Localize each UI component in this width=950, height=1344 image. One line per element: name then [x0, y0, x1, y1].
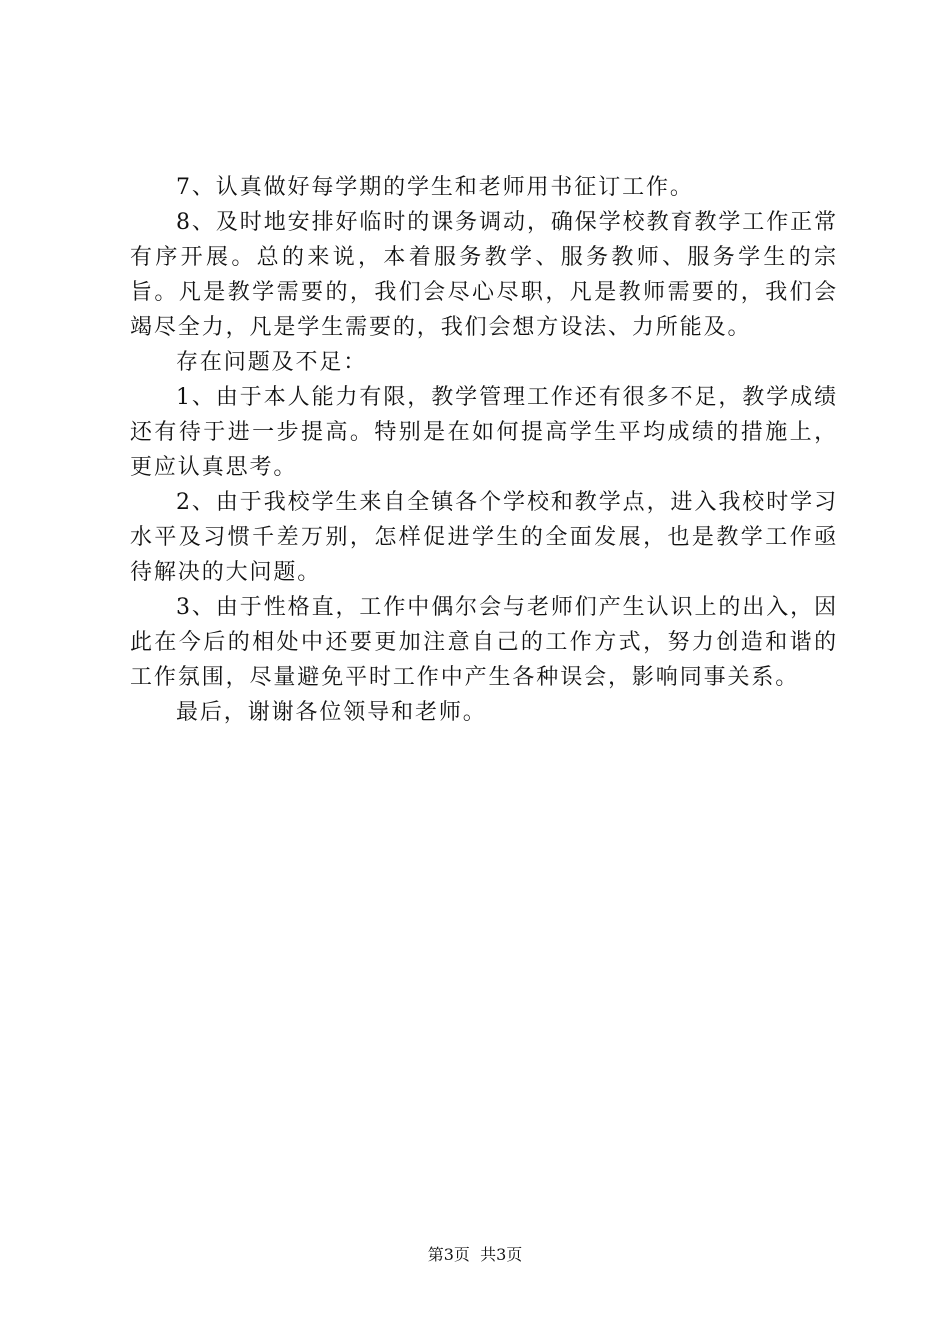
page-footer [0, 1245, 950, 1265]
paragraph-problem-2: 2、由于我校学生来自全镇各个学校和教学点，进入我校时学习水平及习惯千差万别，怎样促进学生的全面发展，也是教学工作亟待解决的大问题。 [130, 490, 838, 585]
document-body [130, 170, 838, 730]
paragraph-problem-1: 1、由于本人能力有限，教学管理工作还有很多不足，教学成绩还有待于进一步提高。特别是在如何提高学生平均成绩的措施上，更应认真思考。 [130, 385, 838, 480]
page-total: 共3页 [480, 1245, 523, 1264]
paragraph-item-8: 8、及时地安排好临时的课务调动，确保学校教育教学工作正常有序开展。总的来说，本着服务教学、服务教师、服务学生的宗旨。凡是教学需要的，我们会尽心尽职，凡是教师需要的，我们会竭尽全力，凡是学生需要的，我们会想方设法、力所能及。 [130, 210, 838, 340]
section-heading-problems: 存在问题及不足： [176, 350, 368, 375]
paragraph-item-7: 7、认真做好每学期的学生和老师用书征订工作。 [176, 175, 694, 200]
paragraph-closing: 最后，谢谢各位领导和老师。 [176, 700, 487, 725]
footer-spacer [470, 1245, 480, 1264]
page-number: 第3页 [427, 1245, 470, 1264]
paragraph-problem-3: 3、由于性格直，工作中偶尔会与老师们产生认识上的出入，因此在今后的相处中还要更加注意自己的工作方式，努力创造和谐的工作氛围，尽量避免平时工作中产生各种误会，影响同事关系。 [130, 595, 838, 690]
